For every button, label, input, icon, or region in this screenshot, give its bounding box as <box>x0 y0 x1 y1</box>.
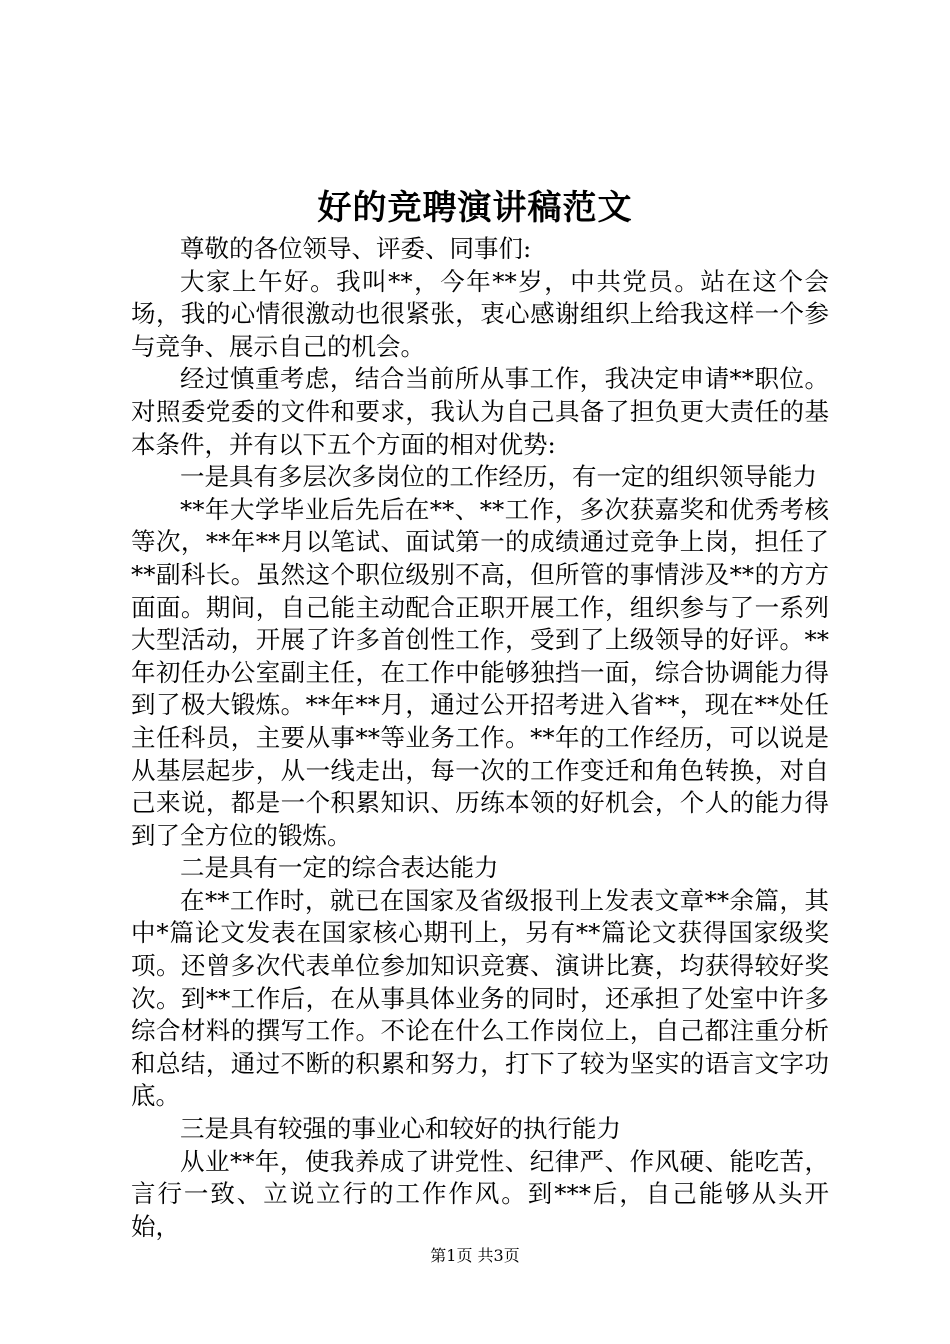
document-title: 好的竞聘演讲稿范文 <box>317 188 633 228</box>
paragraph-salutation: 尊敬的各位领导、评委、同事们: <box>180 234 532 263</box>
paragraph-introduction: 大家上午好。我叫**，今年**岁，中共党员。站在这个会场，我的心情很激动也很紧张，衷心感谢组织上给我这样一个参与竞争、展示自己的机会。 <box>131 266 829 361</box>
paragraph-experience: **年大学毕业后先后在**、**工作，多次获嘉奖和优秀考核等次，**年**月以笔试、面试第一的成绩通过竞争上岗，担任了**副科长。虽然这个职位级别不高，但所管的事情涉及**的方方面面。期间，自己能主动配合正职开展工作，组织参与了一系列大型活动，开展了许多首创性工作，受到了上级领导的好评。**年初任办公室副主任，在工作中能够独挡一面，综合协调能力得到了极大锻炼。**年**月，通过公开招考进入省**，现在**处任主任科员，主要从事**等业务工作。**年的工作经历，可以说是从基层起步，从一线走出，每一次的工作变迁和角色转换，对自己来说，都是一个积累知识、历练本领的好机会，个人的能力得到了全方位的锻炼。 <box>131 494 829 850</box>
paragraph-heading-two: 二是具有一定的综合表达能力 <box>180 853 499 883</box>
paragraph-heading-one: 一是具有多层次多岗位的工作经历，有一定的组织领导能力 <box>180 462 817 492</box>
page-footer: 第1页 共3页 <box>430 1246 520 1265</box>
paragraph-writing: 在**工作时，就已在国家及省级报刊上发表文章**余篇，其中*篇论文发表在国家核心期刊上，另有**篇论文获得国家级奖项。还曾多次代表单位参加知识竞赛、演讲比赛，均获得较好奖次。到**工作后，在从事具体业务的同时，还承担了处室中许多综合材料的撰写工作。不论在什么工作岗位上，自己都注重分析和总结，通过不断的积累和努力，打下了较为坚实的语言文字功底。 <box>131 885 829 1111</box>
paragraph-work-style: 从业**年，使我养成了讲党性、纪律严、作风硬、能吃苦，言行一致、立说立行的工作作风。到***后，自己能够从头开始， <box>131 1146 829 1241</box>
paragraph-application: 经过慎重考虑，结合当前所从事工作，我决定申请**职位。对照委党委的文件和要求，我认为自己具备了担负更大责任的基本条件，并有以下五个方面的相对优势: <box>131 364 829 459</box>
document-body <box>131 233 829 1243</box>
paragraph-heading-three: 三是具有较强的事业心和较好的执行能力 <box>180 1114 621 1144</box>
